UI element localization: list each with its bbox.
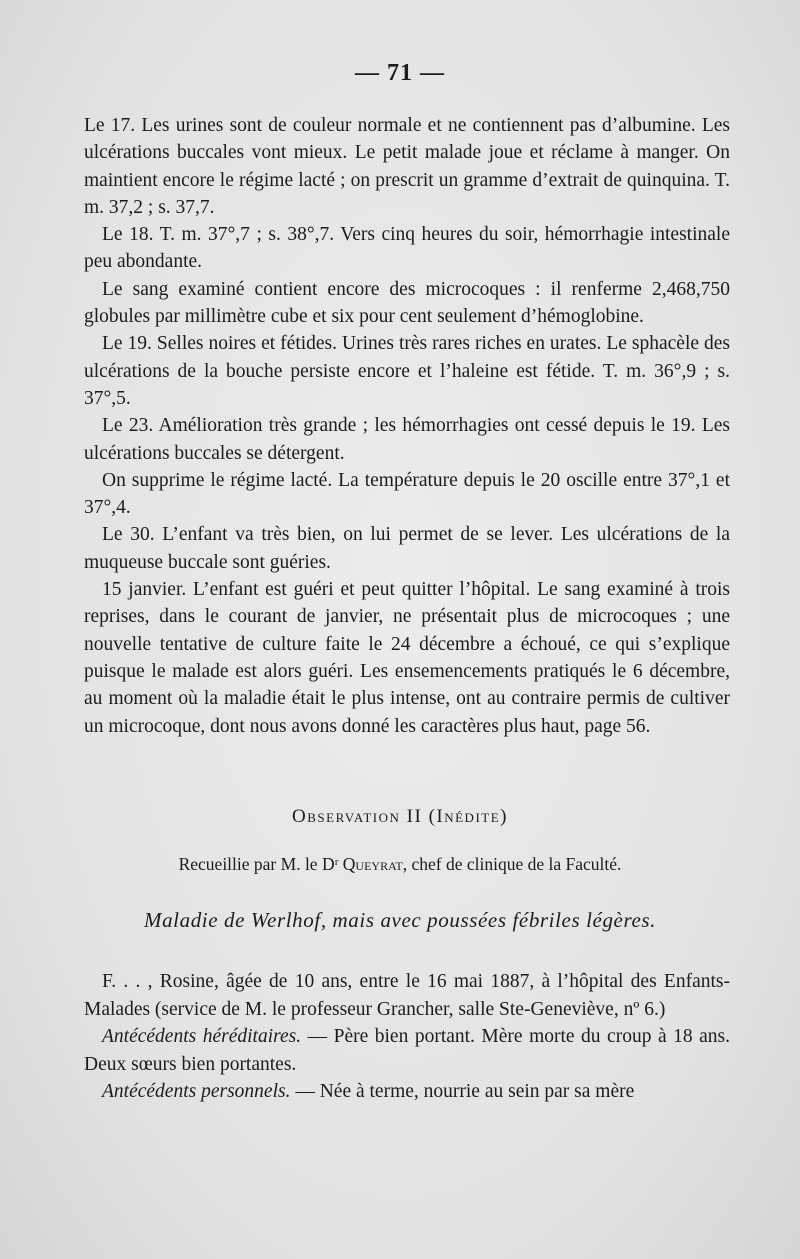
page-number: — 71 — <box>355 60 445 86</box>
case-text <box>84 968 730 1106</box>
hereditary-text: — Père bien portant. Mère morte du croup à 18 ans. Deux sœurs bien portantes. <box>84 1026 730 1075</box>
personal-label: Antécédents personnels. <box>102 1081 291 1102</box>
paragraph: Le sang examiné contient encore des microcoques : il renferme 2,468,750 globules par millimètre cube et six pour cent seulement d’hémoglobine. <box>84 278 730 328</box>
case-intro: F. . . , Rosine, âgée de 10 ans, entre le 16 mai 1887, à l’hôpital des Enfants-Malades (service de M. le professeur Grancher, salle Ste-Geneviève, nº 6.) <box>84 971 730 1020</box>
paragraph: Le 17. Les urines sont de couleur normale et ne contiennent pas d’albumine. Les ulcérations buccales vont mieux. Le petit malade joue et réclame à manger. On maintient encore le régime lacté ; on prescrit un gramme d’extrait de quinquina. T. m. 37,2 ; s. 37,7. <box>84 115 730 218</box>
paragraph: Le 18. T. m. 37°,7 ; s. 38°,7. Vers cinq heures du soir, hémorrhagie intestinale peu abondante. <box>84 224 730 273</box>
paragraph: Le 23. Amélioration très grande ; les hémorrhagies ont cessé depuis le 19. Les ulcérations buccales se détergent. <box>84 415 730 464</box>
diagnosis-heading: Maladie de Werlhof, mais avec poussées fébriles légères. <box>143 908 657 932</box>
credit-prefix: Recueillie par M. le Dʳ <box>178 854 343 874</box>
observation-text <box>84 112 730 740</box>
personal-text: — Née à terme, nourrie au sein par sa mère <box>290 1081 635 1102</box>
observation-title: Observation II (Inédite) <box>292 806 508 827</box>
hereditary-history <box>84 1023 730 1078</box>
credit-name: Queyrat <box>342 854 403 874</box>
paragraph: Le 19. Selles noires et fétides. Urines très rares riches en urates. Le sphacèle des ulcérations de la bouche persiste encore et l’haleine est fétide. T. m. 36°,9 ; s. 37°,5. <box>84 333 730 409</box>
paragraph: On supprime le régime lacté. La température depuis le 20 oscille entre 37°,1 et 37°,4. <box>84 469 730 519</box>
observation-credit <box>0 854 800 875</box>
personal-history <box>84 1078 730 1106</box>
credit-suffix: , chef de clinique de la Faculté. <box>402 854 622 874</box>
hereditary-label: Antécédents héréditaires. <box>102 1026 302 1047</box>
paragraph: 15 janvier. L’enfant est guéri et peut quitter l’hôpital. Le sang examiné à trois reprises, dans le courant de janvier, ne présentait plus de microcoques ; une nouvelle tentative de culture faite le 24 décembre a échoué, ce qui s’explique puisque le malade est alors guéri. Les ensemencements pratiqués le 6 décembre, au moment où la maladie était le plus intense, ont au contraire permis de cultiver un microcoque, dont nous avons donné les caractères plus haut, page 56. <box>84 579 730 737</box>
paragraph: Le 30. L’enfant va très bien, on lui permet de se lever. Les ulcérations de la muqueuse buccale sont guéries. <box>84 524 730 573</box>
